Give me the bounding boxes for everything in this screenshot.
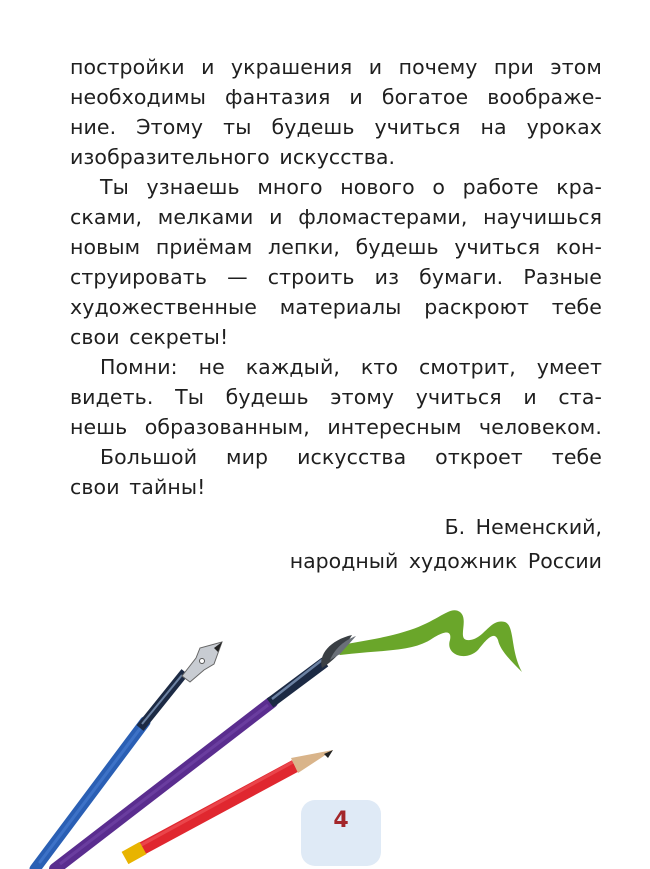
text-line: свои секреты!: [70, 325, 229, 349]
text-line: необходимы фантазия и богатое воображе-: [70, 85, 602, 109]
paragraph-2: [70, 172, 602, 352]
text-line: постройки и украшения и почему при этом: [70, 55, 602, 79]
text-line: художественные материалы раскроют тебе: [70, 295, 602, 319]
body-text: [70, 52, 602, 502]
page-number: 4: [333, 808, 349, 833]
text-line: ние. Этому ты будешь учиться на уроках: [70, 115, 602, 139]
paragraph-4: [70, 442, 602, 502]
signature-author: Б. Неменский,: [444, 515, 602, 539]
text-line: Помни: не каждый, кто смотрит, умеет: [100, 355, 602, 379]
text-line: Ты узнаешь много нового о работе кра-: [100, 175, 602, 199]
text-line: новым приёмам лепки, будешь учиться кон-: [70, 235, 602, 259]
text-line: свои тайны!: [70, 475, 206, 499]
paragraph-1: [70, 52, 602, 172]
signature: [290, 510, 602, 578]
paragraph-3: [70, 352, 602, 442]
text-line: сками, мелками и фломастерами, научишься: [70, 205, 602, 229]
text-line: нешь образованным, интересным человеком.: [70, 415, 602, 439]
signature-title: народный художник России: [289, 549, 602, 573]
text-line: изобразительного искусства.: [70, 145, 396, 169]
text-line: струировать — строить из бумаги. Разные: [70, 265, 602, 289]
text-line: видеть. Ты будешь этому учиться и ста-: [70, 385, 602, 409]
paint-stroke-icon: [330, 610, 522, 672]
text-line: Большой мир искусства откроет тебе: [100, 445, 602, 469]
page-number-badge: [301, 800, 381, 866]
